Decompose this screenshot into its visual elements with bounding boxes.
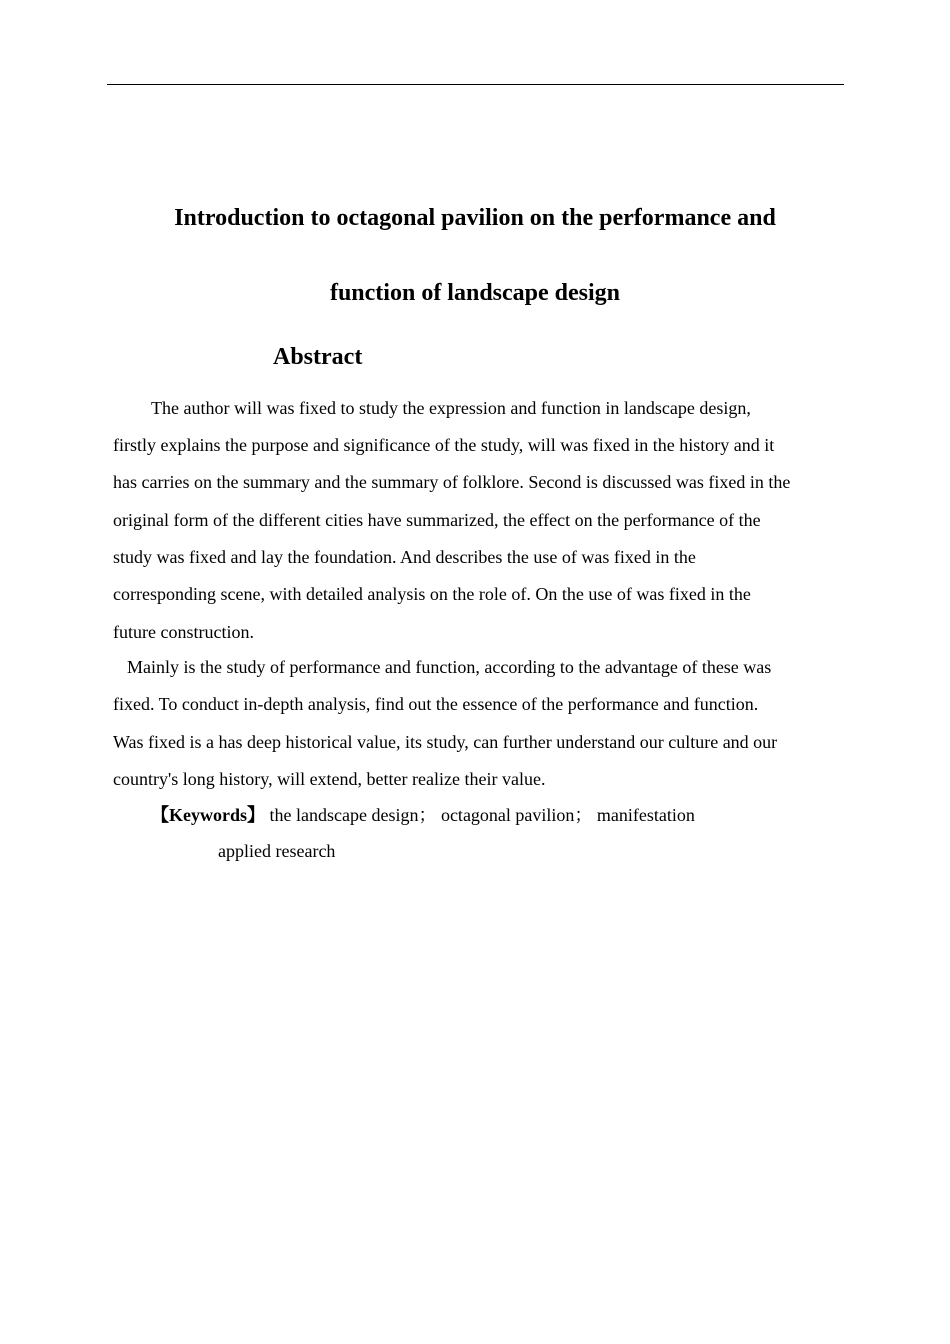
header-rule (107, 84, 844, 85)
keywords-line (151, 803, 695, 827)
title-line-1: Introduction to octagonal pavilion on the performance and (174, 205, 776, 231)
keywords-label: 【Keywords】 (151, 805, 265, 825)
paragraph-1-line: study was fixed and lay the foundation. And describes the use of was fixed in the (113, 547, 696, 567)
paragraph-2-line: Mainly is the study of performance and function, according to the advantage of these was (127, 657, 772, 677)
title-line-2: function of landscape design (329, 280, 621, 306)
paragraph-1-line: has carries on the summary and the summary of folklore. Second is discussed was fixed in the (113, 472, 791, 492)
paragraph-2-line: country's long history, will extend, better realize their value. (113, 769, 546, 789)
paragraph-1-line: corresponding scene, with detailed analysis on the role of. On the use of was fixed in the (113, 584, 751, 604)
paragraph-1-line: The author will was fixed to study the expression and function in landscape design, (151, 398, 751, 418)
keywords-continuation: applied research (218, 841, 336, 861)
paragraph-1-line: original form of the different cities have summarized, the effect on the performance of the (113, 510, 761, 530)
paragraph-2-line: fixed. To conduct in-depth analysis, find out the essence of the performance and function. (113, 694, 759, 714)
paragraph-2-line: Was fixed is a has deep historical value, its study, can further understand our culture and our (113, 732, 778, 752)
keywords-list: the landscape design； octagonal pavilion； manifestation (269, 805, 695, 825)
abstract-heading: Abstract (273, 344, 363, 370)
paragraph-1-line: future construction. (113, 622, 254, 642)
paragraph-1-line: firstly explains the purpose and significance of the study, will was fixed in the history and it (113, 435, 775, 455)
